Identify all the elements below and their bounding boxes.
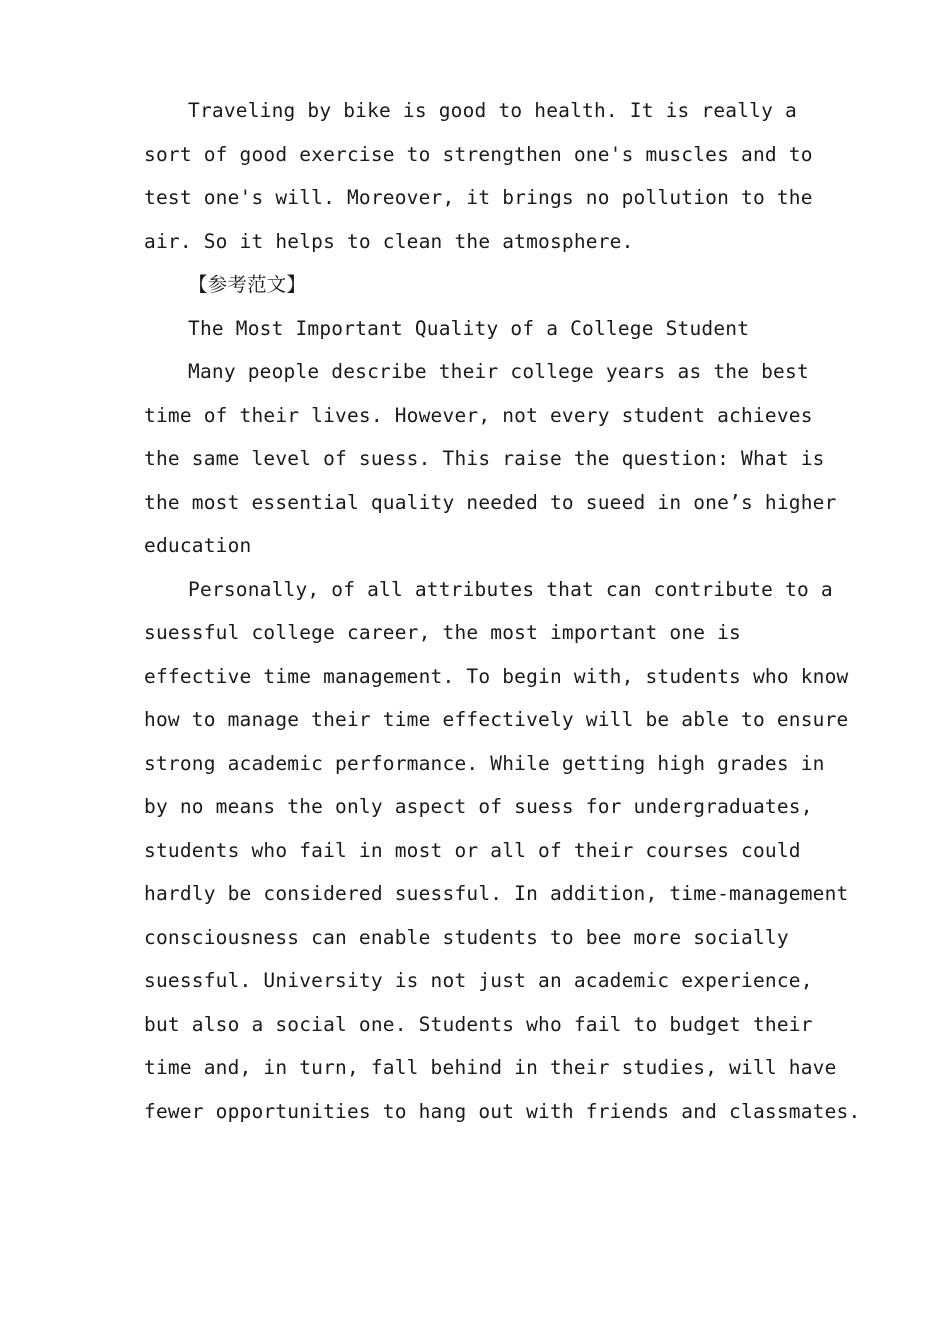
text-line: the same level of suess. This raise the question: What is <box>144 447 825 470</box>
paragraph-introduction <box>144 350 837 568</box>
text-line: time and, in turn, fall behind in their studies, will have <box>144 1056 837 1079</box>
text-line: suessful. University is not just an academic experience, <box>144 969 813 992</box>
text-line: hardly be considered suessful. In addition, time-management <box>144 882 849 905</box>
text-line: Traveling by bike is good to health. It is really a <box>188 99 797 122</box>
text-line: Personally, of all attributes that can contribute to a <box>188 577 833 601</box>
text-line: time of their lives. However, not every student achieves <box>144 403 813 427</box>
text-line: test one's will. Moreover, it brings no pollution to the <box>144 186 813 209</box>
section-label: 【参考范文】 <box>188 273 307 296</box>
text-line: air. So it helps to clean the atmosphere. <box>144 229 634 253</box>
text-line: Many people describe their college years as the best <box>188 360 809 383</box>
text-line: by no means the only aspect of suess for undergraduates, <box>144 795 813 818</box>
text-line: suessful college career, the most important one is <box>144 621 741 644</box>
text-line: but also a social one. Students who fail to budget their <box>144 1012 813 1036</box>
text-line: education <box>144 534 252 557</box>
text-line: how to manage their time effectively will be able to ensure <box>144 708 849 731</box>
text-line: sort of good exercise to strengthen one's muscles and to <box>144 142 813 166</box>
essay-title: The Most Important Quality of a College Student <box>188 316 750 340</box>
paragraph-time-management <box>144 568 861 1134</box>
text-line: fewer opportunities to hang out with friends and classmates. <box>144 1099 861 1123</box>
text-line: effective time management. To begin with, students who know <box>144 664 849 688</box>
paragraph-bike-travel <box>144 89 824 263</box>
text-line: students who fail in most or all of their courses could <box>144 838 801 862</box>
text-line: strong academic performance. While getting high grades in <box>144 751 825 775</box>
text-line: consciousness can enable students to bee more socially <box>144 925 789 949</box>
text-line: the most essential quality needed to sueed in one’s higher <box>144 490 837 514</box>
document-body <box>144 89 861 1133</box>
